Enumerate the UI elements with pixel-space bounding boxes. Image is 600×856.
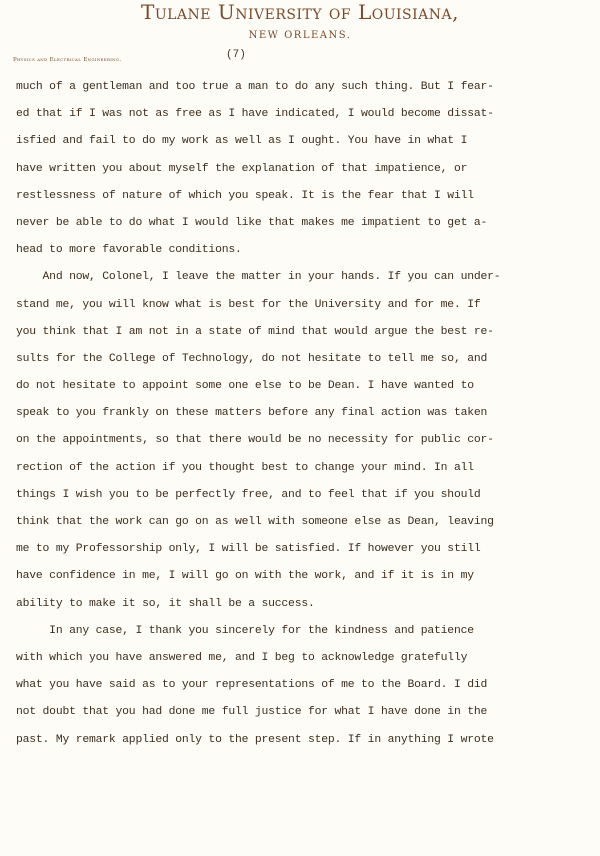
text-line: isfied and fail to do my work as well as I ought. You have in what I	[16, 135, 468, 148]
letterhead-title: Tulane University of Louisiana,	[140, 0, 460, 24]
text-line: restlessness of nature of which you speak. It is the fear that I will	[16, 189, 474, 202]
text-line: think that the work can go on as well with someone else as Dean, leaving	[16, 516, 494, 528]
text-line: have confidence in me, I will go on with the work, and if it is in my	[16, 570, 474, 583]
letter-body	[16, 74, 586, 754]
text-line: never be able to do what I would like that makes me impatient to get a-	[16, 216, 488, 229]
text-line: do not hesitate to appoint some one else to be Dean. I have wanted to	[16, 380, 474, 393]
text-line: what you have said as to your representations of me to the Board. I did	[16, 679, 488, 692]
text-line: In any case, I thank you sincerely for the kindness and patience	[16, 624, 474, 637]
text-line: things I wish you to be perfectly free, and to feel that if you should	[16, 488, 481, 501]
letterhead-city: NEW ORLEANS.	[248, 30, 352, 41]
page-number: (7)	[226, 49, 246, 61]
text-line: on the appointments, so that there would be no necessity for public cor-	[16, 434, 494, 447]
text-line: speak to you frankly on these matters before any final action was taken	[16, 407, 488, 420]
department-name: Physics and Electrical Engineering.	[13, 57, 122, 63]
text-line: sults for the College of Technology, do not hesitate to tell me so, and	[16, 352, 488, 365]
text-line: ed that if I was not as free as I have indicated, I would become dissat-	[16, 108, 494, 121]
text-line: not doubt that you had done me full justice for what I have done in the	[16, 706, 488, 719]
text-line: have written you about myself the explanation of that impatience, or	[16, 162, 468, 175]
text-line: And now, Colonel, I leave the matter in your hands. If you can under-	[16, 271, 501, 284]
text-line: ability to make it so, it shall be a success.	[16, 597, 315, 610]
text-line: me to my Professorship only, I will be satisfied. If however you still	[16, 543, 481, 556]
text-line: much of a gentleman and too true a man to do any such thing. But I fear-	[16, 81, 494, 93]
text-line: stand me, you will know what is best for the University and for me. If	[16, 298, 481, 311]
text-line: with which you have answered me, and I beg to acknowledge gratefully	[16, 651, 468, 664]
text-line: rection of the action if you thought best to change your mind. In all	[16, 461, 474, 474]
text-line: head to more favorable conditions.	[16, 244, 242, 257]
text-line: past. My remark applied only to the present step. If in anything I wrote	[16, 733, 494, 746]
text-line: you think that I am not in a state of mind that would argue the best re-	[16, 325, 494, 338]
